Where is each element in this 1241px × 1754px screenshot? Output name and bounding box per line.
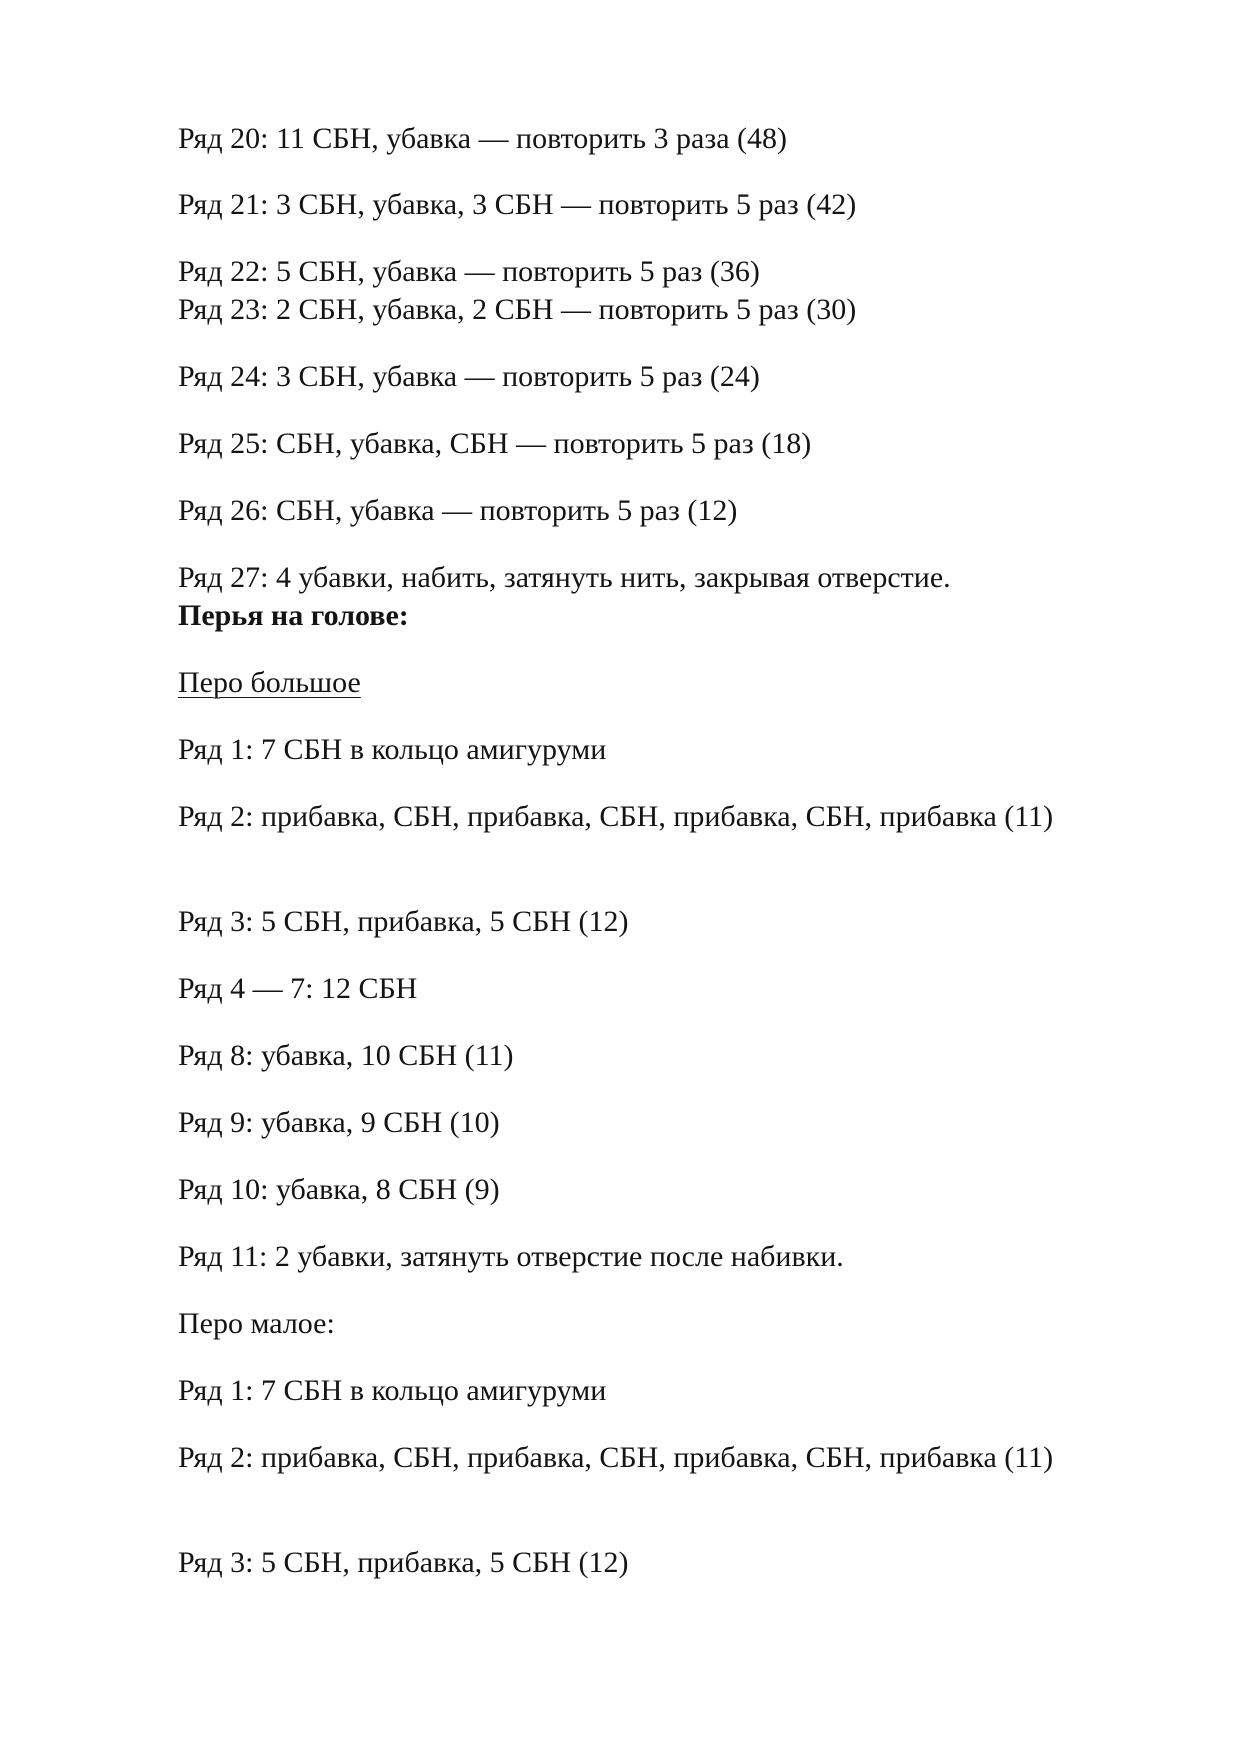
big-feather-row-10: Ряд 10: убавка, 8 СБН (9) xyxy=(178,1173,500,1206)
big-feather-row-3: Ряд 3: 5 СБН, прибавка, 5 СБН (12) xyxy=(178,905,629,938)
big-feather-row-11: Ряд 11: 2 убавки, затянуть отверстие после набивки. xyxy=(178,1240,844,1273)
row-26: Ряд 26: СБН, убавка — повторить 5 раз (12) xyxy=(178,494,738,527)
big-feather-row-8: Ряд 8: убавка, 10 СБН (11) xyxy=(178,1039,514,1072)
row-20: Ряд 20: 11 СБН, убавка — повторить 3 раза (48) xyxy=(178,122,788,155)
row-24: Ряд 24: 3 СБН, убавка — повторить 5 раз (24) xyxy=(178,360,760,393)
small-feather-row-2: Ряд 2: прибавка, СБН, прибавка, СБН, прибавка, СБН, прибавка (11) xyxy=(178,1441,1054,1474)
row-23: Ряд 23: 2 СБН, убавка, 2 СБН — повторить 5 раз (30) xyxy=(178,293,857,326)
big-feather-title: Перо большое xyxy=(178,666,361,699)
row-25: Ряд 25: СБН, убавка, СБН — повторить 5 раз (18) xyxy=(178,427,812,460)
row-21: Ряд 21: 3 СБН, убавка, 3 СБН — повторить 5 раз (42) xyxy=(178,188,857,221)
big-feather-row-1: Ряд 1: 7 СБН в кольцо амигуруми xyxy=(178,733,607,766)
section-heading: Перья на голове: xyxy=(178,599,409,632)
row-22: Ряд 22: 5 СБН, убавка — повторить 5 раз (36) xyxy=(178,255,760,288)
small-feather-row-3: Ряд 3: 5 СБН, прибавка, 5 СБН (12) xyxy=(178,1546,629,1579)
big-feather-row-9: Ряд 9: убавка, 9 СБН (10) xyxy=(178,1106,500,1139)
small-feather-title: Перо малое: xyxy=(178,1307,335,1340)
big-feather-row-4-7: Ряд 4 — 7: 12 СБН xyxy=(178,972,418,1005)
small-feather-row-1: Ряд 1: 7 СБН в кольцо амигуруми xyxy=(178,1374,607,1407)
big-feather-row-2: Ряд 2: прибавка, СБН, прибавка, СБН, прибавка, СБН, прибавка (11) xyxy=(178,800,1054,833)
row-27: Ряд 27: 4 убавки, набить, затянуть нить, закрывая отверстие. xyxy=(178,561,951,594)
